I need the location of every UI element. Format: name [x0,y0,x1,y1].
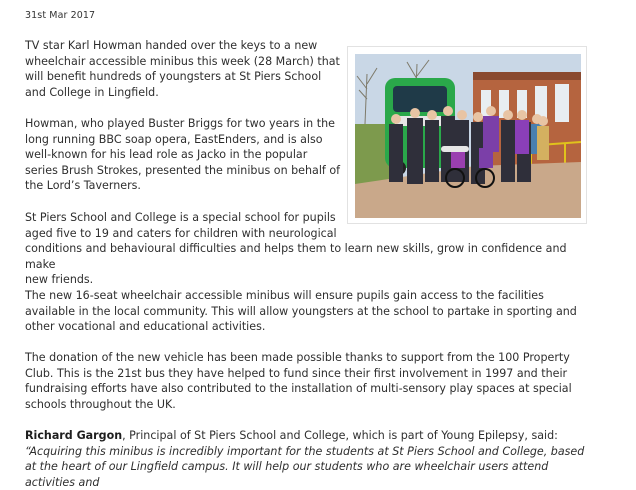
quote-text: “Acquiring this minibus is incredibly important for the students at St Piers School and College, based at the heart of our Lingfield campus. It will help our students who are wheelchair users attend activities and [25,444,585,489]
paragraph-school-line-2: aged five to 19 and caters for children with neurological [25,226,337,240]
article-date: 31st Mar 2017 [25,10,96,21]
photo-icon [355,54,581,218]
paragraph-intro: TV star Karl Howman handed over the keys to a new wheelchair accessible minibus this week (28 March) that will benefit hundreds of youngsters at St Piers School and College in Lingfield. [25,39,340,99]
speaker-intro: , Principal of St Piers School and College, which is part of Young Epilepsy, said: [122,429,558,442]
paragraph-minibus: The new 16-seat wheelchair accessible minibus will ensure pupils gain access to the facilities available in the local community. This will allow youngsters at the school to partake in sporting and other vocational and educational activities. [25,289,577,334]
paragraph-school-line-4: new friends. [25,273,94,287]
article-photo-frame [347,46,587,224]
speaker-name: Richard Gargon [25,429,123,442]
paragraph-school-line-3: conditions and behavioural difficulties and helps them to learn new skills, grow in confidence and make [25,242,567,271]
paragraph-quote [25,428,585,490]
paragraph-school-line-1: St Piers School and College is a special school for pupils [25,211,336,224]
paragraph-donation: The donation of the new vehicle has been made possible thanks to support from the 100 Property Club. This is the 21st bus they have helped to fund since their first involvement in 1997 and their fundraising efforts have also contributed to the installation of multi-sensory play spaces at special schools throughout the UK. [25,351,572,411]
paragraph-howman: Howman, who played Buster Briggs for two years in the long running BBC soap opera, EastEnders, and is also well-known for his lead role as Jacko in the popular series Brush Strokes, presented the minibus on behalf of the Lord’s Taverners. [25,117,341,193]
presentation-key [441,146,469,152]
